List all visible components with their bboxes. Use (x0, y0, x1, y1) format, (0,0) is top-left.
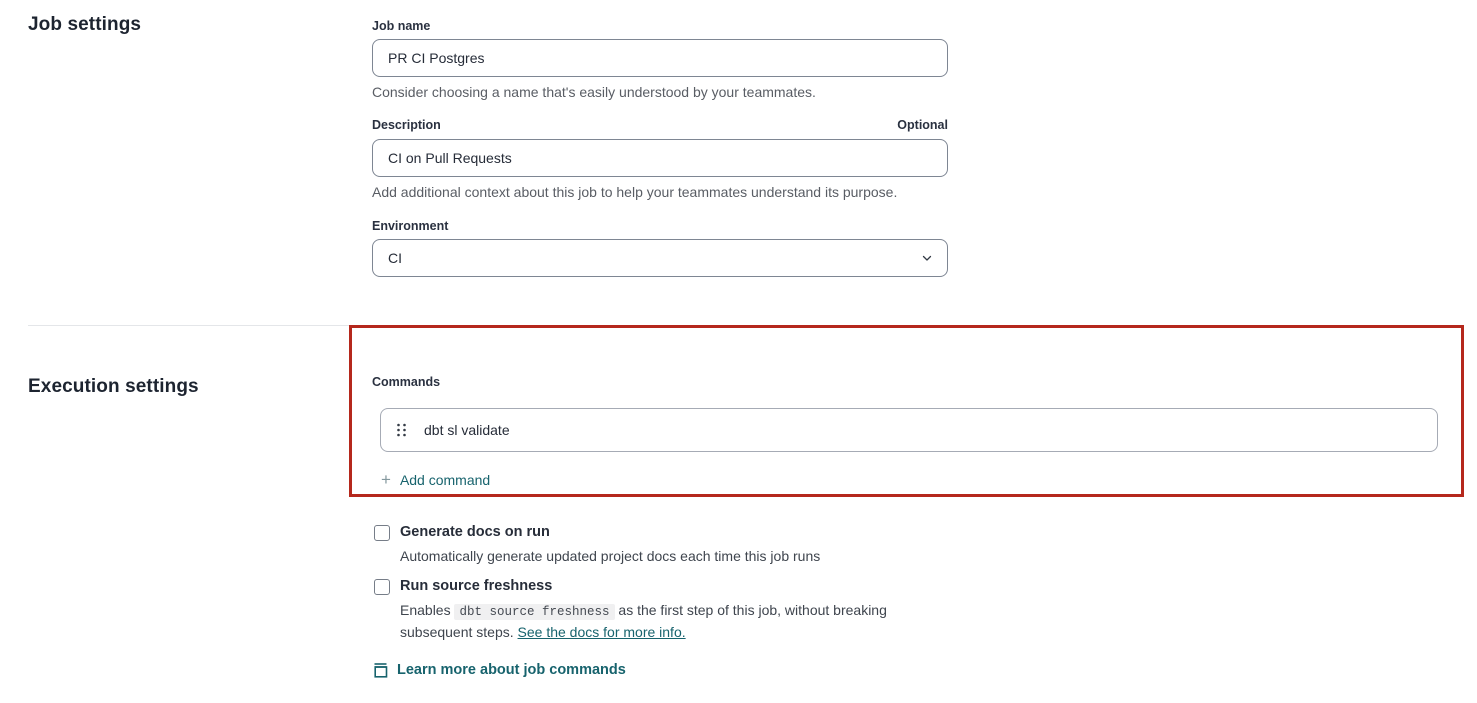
see-docs-link[interactable]: See the docs for more info. (517, 624, 686, 640)
generate-docs-label[interactable]: Generate docs on run (400, 524, 550, 540)
generate-docs-checkbox[interactable] (374, 525, 390, 541)
job-settings-title: Job settings (28, 14, 142, 35)
source-freshness-description (400, 600, 937, 642)
commands-label: Commands (372, 375, 441, 389)
generate-docs-text (400, 524, 960, 566)
source-freshness-text (400, 578, 937, 642)
execution-settings-title: Execution settings (28, 376, 199, 397)
description-label-row (372, 118, 948, 132)
chevron-down-icon (921, 252, 933, 264)
freshness-code-snippet: dbt source freshness (454, 604, 614, 620)
environment-select[interactable] (372, 239, 948, 277)
source-freshness-label[interactable]: Run source freshness (400, 578, 553, 594)
learn-more-link[interactable] (373, 661, 626, 678)
environment-label: Environment (372, 219, 449, 233)
command-input[interactable] (424, 422, 1423, 438)
description-input[interactable] (372, 139, 948, 177)
drag-handle-icon[interactable] (395, 423, 407, 437)
plus-icon: + (381, 470, 391, 489)
optional-tag: Optional (897, 118, 948, 132)
environment-selected-value: CI (388, 250, 402, 266)
job-name-input[interactable] (372, 39, 948, 77)
generate-docs-description: Automatically generate updated project docs each time this job runs (400, 548, 821, 564)
job-name-label: Job name (372, 19, 431, 33)
job-name-helper-text: Consider choosing a name that's easily understood by your teammates. (372, 84, 816, 100)
description-helper-text: Add additional context about this job to help your teammates understand its purpose. (372, 184, 898, 200)
source-freshness-checkbox[interactable] (374, 579, 390, 595)
description-label: Description (372, 118, 441, 132)
learn-more-label: Learn more about job commands (397, 661, 626, 678)
section-divider (28, 325, 1449, 326)
add-command-label: Add command (399, 471, 491, 488)
freshness-desc-prefix: Enables (400, 602, 451, 618)
freshness-desc-suffix: as the first step of this job, without breaking subsequent steps. (400, 602, 887, 640)
add-command-button[interactable] (381, 471, 490, 488)
book-icon (373, 661, 388, 678)
command-row (380, 408, 1438, 452)
